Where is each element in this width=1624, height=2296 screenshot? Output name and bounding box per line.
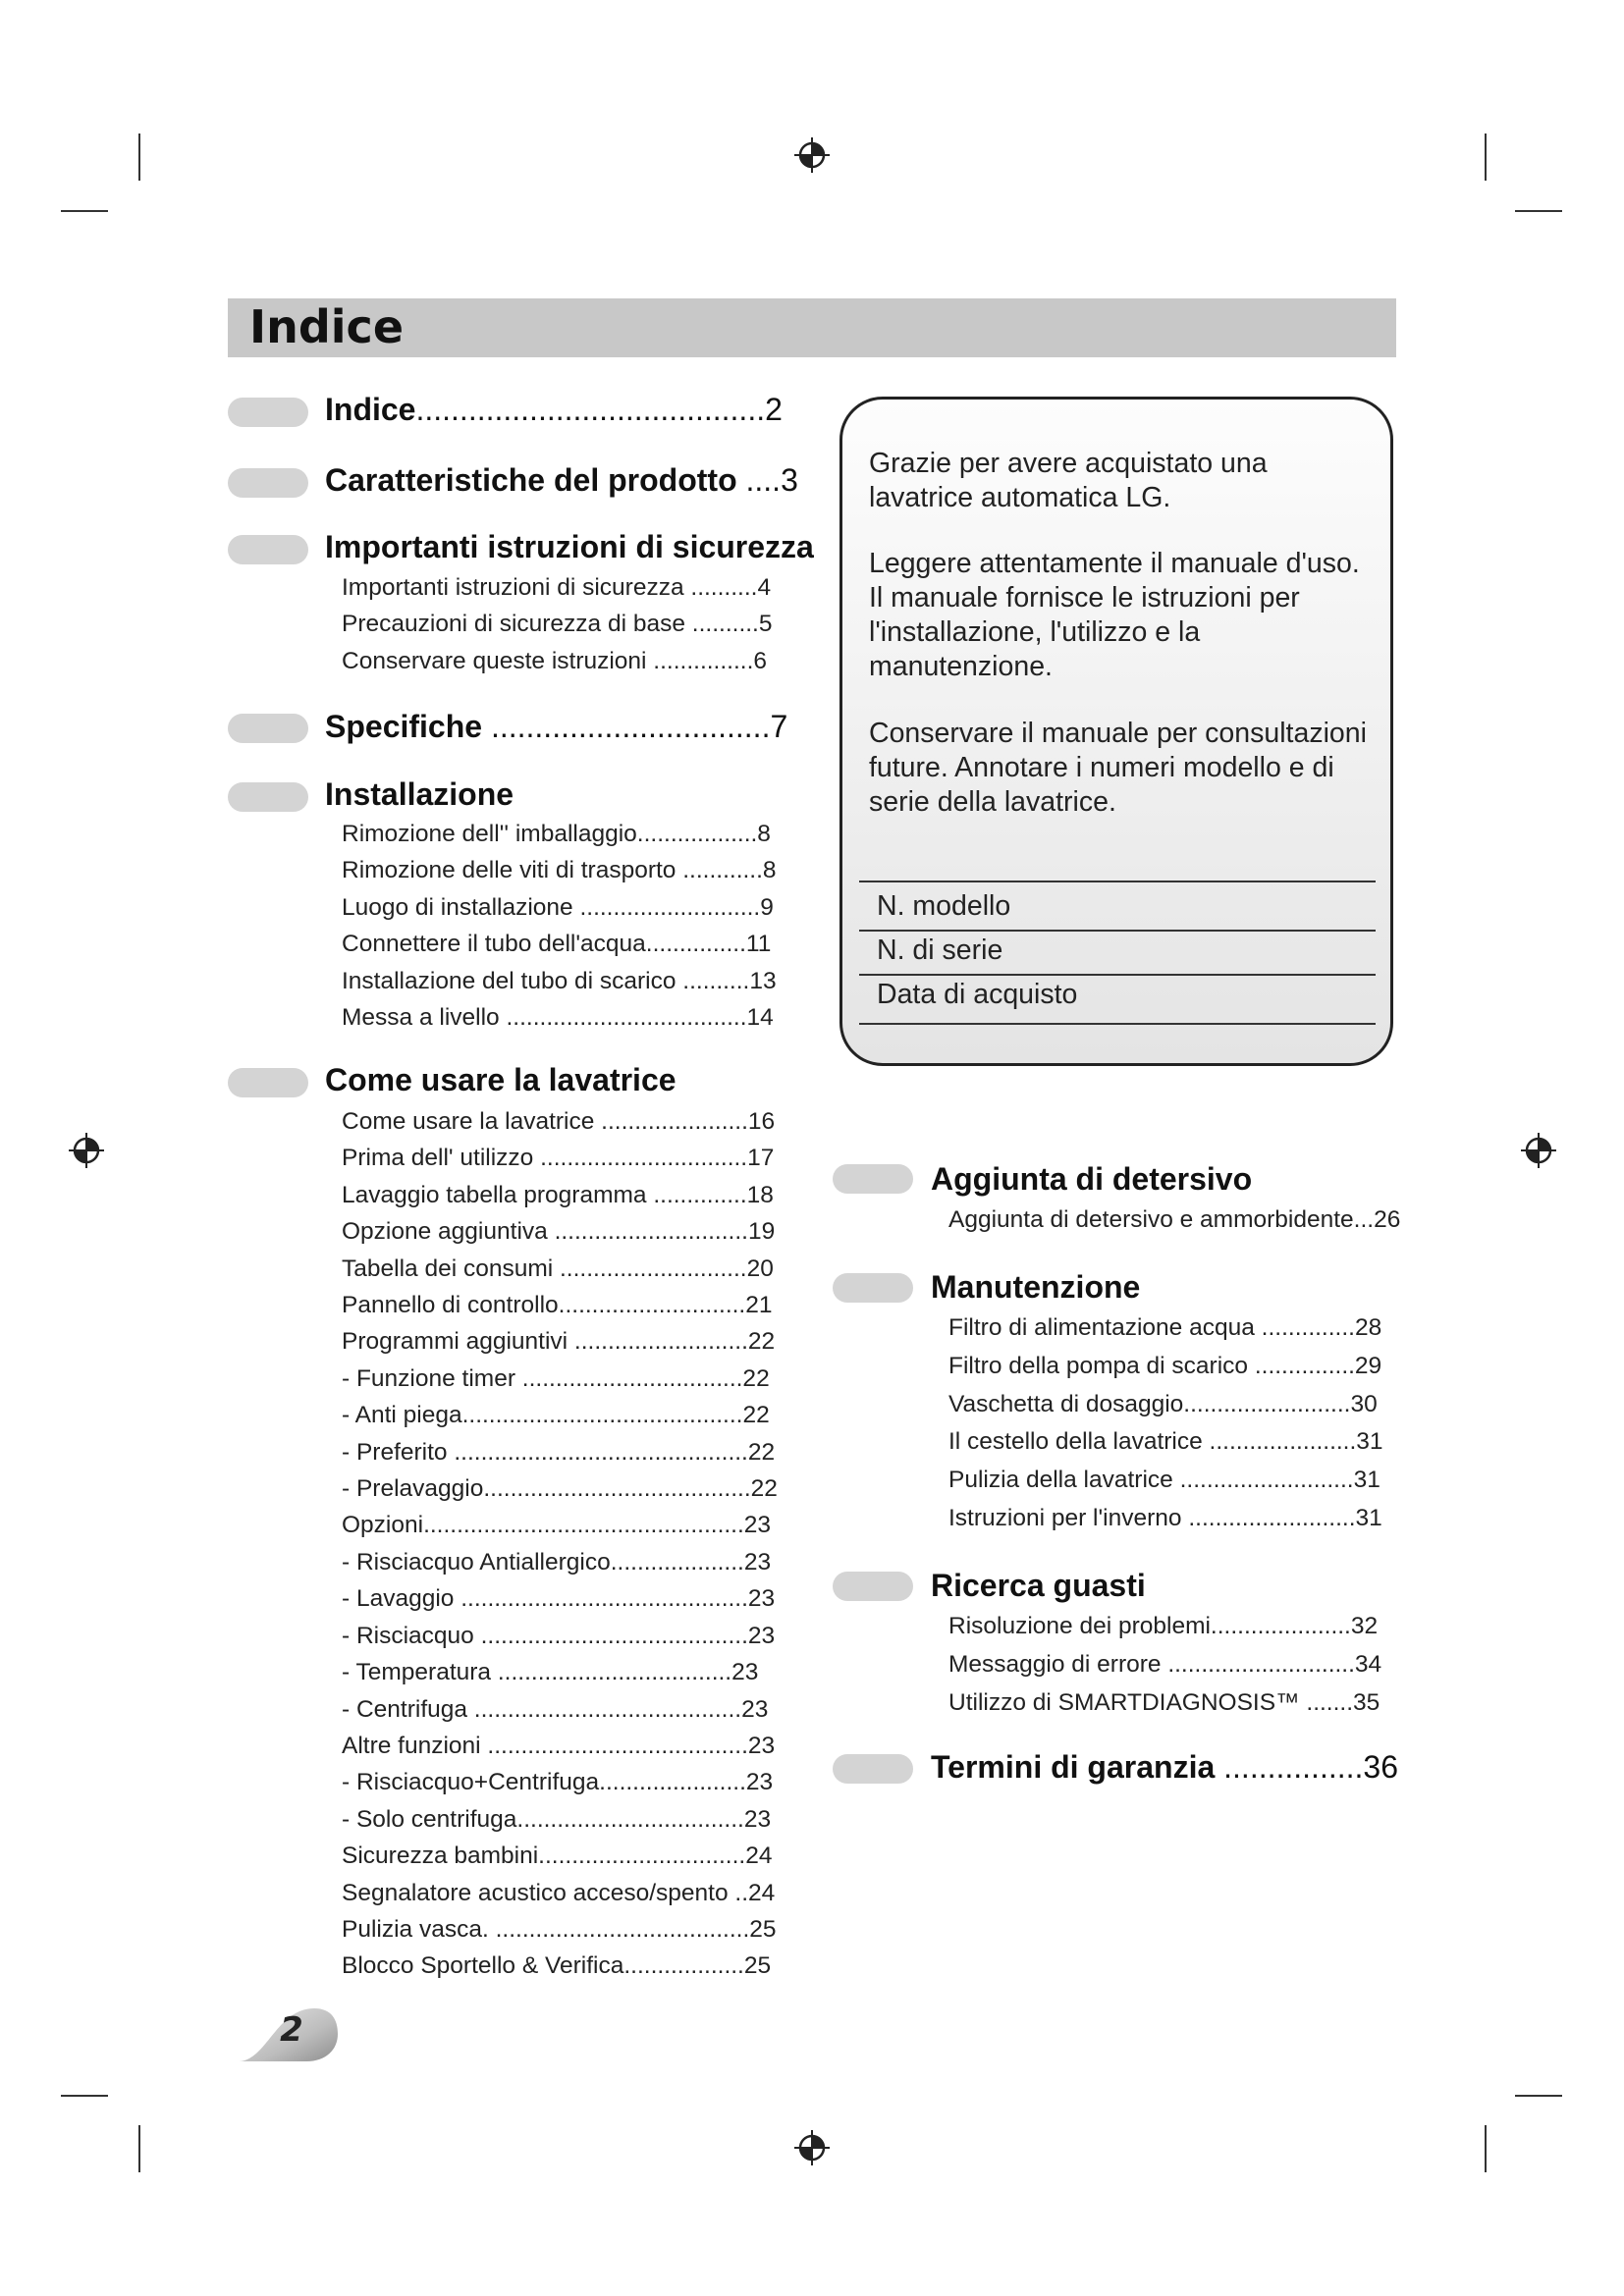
section-bullet	[833, 1572, 913, 1601]
toc-entry: - Risciacquo Antiallergico....................23	[342, 1548, 772, 1575]
section-bullet	[228, 398, 308, 427]
toc-entry: Pulizia della lavatrice ..........................31	[948, 1467, 1380, 1494]
section-title: Termini di garanzia ................36	[931, 1749, 1398, 1785]
toc-entry: - Solo centrifuga..................................23	[342, 1805, 772, 1833]
registration-mark-icon	[793, 2129, 831, 2166]
info-box	[839, 397, 1393, 1066]
toc-entry: - Lavaggio ...........................................23	[342, 1585, 776, 1613]
toc-entry: - Risciacquo ........................................23	[342, 1622, 776, 1649]
toc-entry: Segnalatore acustico acceso/spento ..24	[342, 1879, 776, 1906]
toc-entry: Programmi aggiuntivi ..........................22	[342, 1328, 776, 1356]
page-title: Indice	[249, 300, 405, 353]
toc-entry: Installazione del tubo di scarico ..........13	[342, 967, 777, 994]
section-title: Importanti istruzioni di sicurezza	[325, 529, 814, 564]
crop-mark	[1485, 2125, 1487, 2172]
section-bullet	[228, 468, 308, 498]
toc-entry: Rimozione delle viti di trasporto ............8	[342, 857, 777, 884]
toc-entry: Connettere il tubo dell'acqua...............11	[342, 931, 772, 958]
toc-entry: Lavaggio tabella programma ..............18	[342, 1181, 774, 1208]
crop-mark	[1515, 2095, 1562, 2097]
toc-entry: Filtro di alimentazione acqua ..............28	[948, 1314, 1382, 1341]
toc-entry: Luogo di installazione ...........................9	[342, 893, 774, 921]
field-rule	[859, 930, 1376, 932]
field-rule	[859, 881, 1376, 882]
toc-entry: Blocco Sportello & Verifica..................25	[342, 1952, 772, 1980]
toc-entry: Come usare la lavatrice ......................16	[342, 1108, 776, 1135]
page-title-bar	[228, 298, 1396, 357]
toc-entry: Pulizia vasca. ......................................25	[342, 1915, 777, 1943]
crop-mark	[1485, 133, 1487, 181]
toc-entry: Precauzioni di sicurezza di base ..........5	[342, 611, 773, 638]
toc-entry: Risoluzione dei problemi.....................32	[948, 1613, 1379, 1639]
field-rule	[859, 1023, 1376, 1025]
toc-entry: Aggiunta di detersivo e ammorbidente...26	[948, 1206, 1401, 1233]
section-bullet	[833, 1273, 913, 1303]
section-title: Indice........................................2	[325, 392, 783, 427]
info-paragraph: Grazie per avere acquistato una lavatrice automatica LG.	[869, 448, 1268, 513]
toc-entry: - Centrifuga ........................................23	[342, 1695, 769, 1723]
toc-entry: Utilizzo di SMARTDIAGNOSIS™ .......35	[948, 1688, 1380, 1716]
info-paragraph: Leggere attentamente il manuale d'uso. Il manuale fornisce le istruzioni per l'installazione, l'utilizzo e la manutenzione.	[869, 548, 1360, 682]
section-items	[342, 816, 777, 1036]
model-number-field: N. modello	[877, 890, 1011, 922]
toc-entry: Tabella dei consumi ............................20	[342, 1255, 774, 1282]
field-rule	[859, 974, 1376, 976]
toc-entry: Importanti istruzioni di sicurezza ..........4	[342, 574, 772, 601]
section-bullet	[228, 535, 308, 564]
toc-entry: Istruzioni per l'inverno .........................31	[948, 1504, 1382, 1531]
toc-entry: Vaschetta di dosaggio.........................30	[948, 1390, 1378, 1417]
section-title: Specifiche ................................7	[325, 709, 788, 744]
toc-entry: - Prelavaggio........................................22	[342, 1475, 778, 1503]
section-items	[342, 1103, 778, 1985]
crop-mark	[138, 133, 140, 181]
toc-entry: Messaggio di errore ............................34	[948, 1650, 1382, 1678]
registration-mark-icon	[793, 136, 831, 174]
section-bullet	[833, 1164, 913, 1194]
registration-mark-icon	[1520, 1132, 1557, 1169]
section-bullet	[228, 782, 308, 812]
section-items	[948, 1201, 1400, 1238]
crop-mark	[61, 210, 108, 212]
section-title: Ricerca guasti	[931, 1568, 1146, 1603]
toc-entry: Pannello di controllo............................21	[342, 1292, 773, 1319]
toc-entry: Rimozione dell'' imballaggio..................8	[342, 821, 771, 847]
section-bullet	[228, 1068, 308, 1097]
toc-entry: Opzione aggiuntiva .............................19	[342, 1218, 776, 1246]
crop-mark	[138, 2125, 140, 2172]
toc-entry: Sicurezza bambini...............................24	[342, 1842, 773, 1870]
toc-entry: - Temperatura ...................................23	[342, 1659, 759, 1686]
section-title: Aggiunta di detersivo	[931, 1161, 1253, 1197]
toc-entry: Il cestello della lavatrice ......................31	[948, 1428, 1383, 1456]
crop-mark	[1515, 210, 1562, 212]
purchase-date-field: Data di acquisto	[877, 979, 1078, 1010]
section-items	[342, 569, 773, 679]
toc-entry: - Funzione timer .................................22	[342, 1364, 770, 1392]
section-items	[948, 1309, 1383, 1538]
section-bullet	[833, 1754, 913, 1784]
serial-number-field: N. di serie	[877, 934, 1003, 966]
section-bullet	[228, 714, 308, 743]
toc-entry: Opzioni................................................23	[342, 1512, 772, 1539]
section-items	[948, 1608, 1381, 1722]
toc-entry: Filtro della pompa di scarico ...............29	[948, 1352, 1382, 1379]
toc-entry: - Anti piega..........................................22	[342, 1402, 770, 1429]
registration-mark-icon	[68, 1132, 105, 1169]
toc-entry: Prima dell' utilizzo ...............................17	[342, 1145, 775, 1172]
section-title: Manutenzione	[931, 1269, 1141, 1305]
toc-entry: Conservare queste istruzioni ...............6	[342, 647, 768, 674]
section-title: Caratteristiche del prodotto ....3	[325, 462, 798, 498]
info-paragraph: Conservare il manuale per consultazioni future. Annotare i numeri modello e di serie della lavatrice.	[869, 718, 1367, 818]
page-number: 2	[280, 2010, 303, 2050]
section-title: Installazione	[325, 776, 514, 812]
crop-mark	[61, 2095, 108, 2097]
section-title: Come usare la lavatrice	[325, 1062, 677, 1097]
toc-entry: - Risciacquo+Centrifuga......................23	[342, 1769, 774, 1796]
toc-entry: - Preferito ............................................22	[342, 1438, 776, 1466]
toc-entry: Altre funzioni .......................................23	[342, 1732, 776, 1759]
toc-entry: Messa a livello ....................................14	[342, 1004, 774, 1032]
